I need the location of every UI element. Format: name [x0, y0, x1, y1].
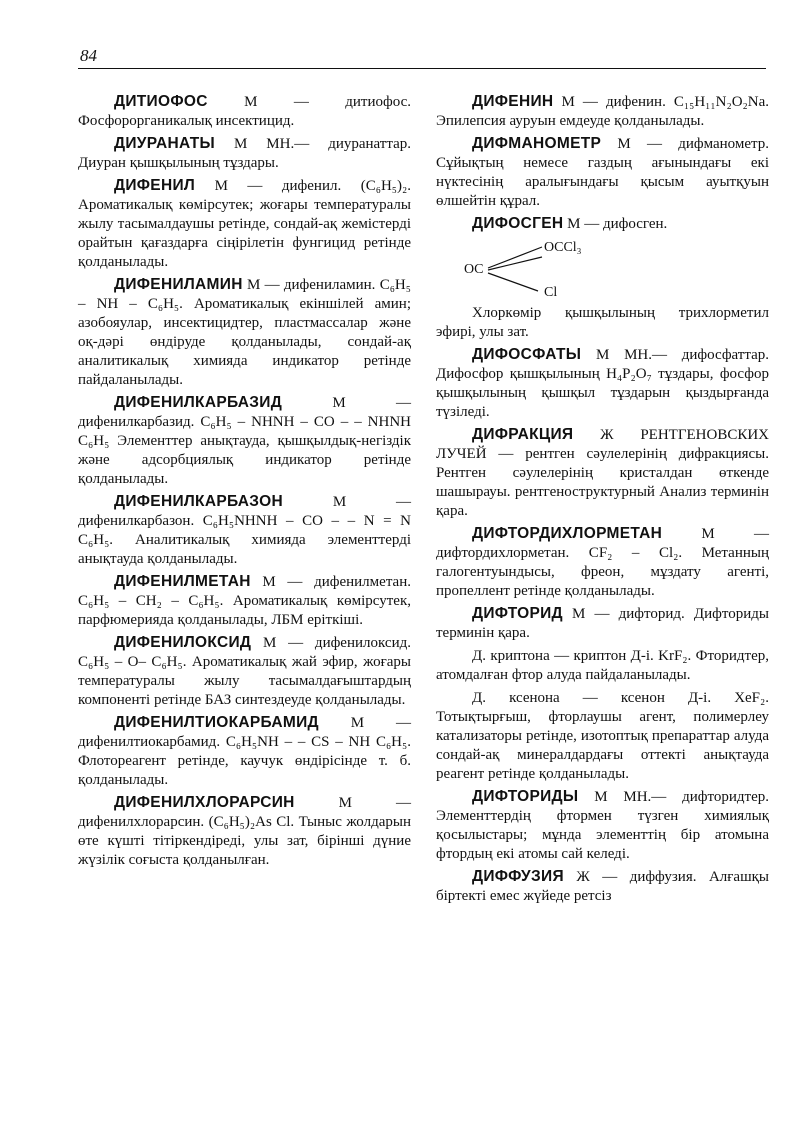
entry-headword: ДИФЕНИЛ	[114, 177, 196, 194]
entry-definition: М — дифенилхлорарсин. (C₆H₅)₂As Cl. Тыныс жолдарын өте күшті тітіркендіреді, улы зат, бірінші дүние жүзілік соғыста қолданылған.	[78, 795, 411, 868]
entry-definition: М — дифенилметан. C₆H₅ – CH₂ – C₆H₅. Ароматикалық көмірсутек, парфюмерияда қолданылады, ЛБМ еріткіші.	[78, 574, 411, 628]
dictionary-entry	[436, 134, 769, 211]
formula-group-top: OCCl₃	[544, 240, 582, 255]
bond-line-top	[488, 247, 542, 268]
formula-group-bottom: Cl	[544, 285, 558, 300]
dictionary-entry	[78, 393, 411, 489]
entry-definition: Д. криптона — криптон Д-і. KrF₂. Фторидтер, атомдалған фтор алуда пайдаланылады.	[436, 648, 769, 683]
page-number: 84	[80, 46, 97, 65]
header-rule	[78, 68, 766, 69]
dictionary-entry	[436, 214, 769, 234]
formula-left: OC	[464, 262, 484, 277]
entry-headword: ДИФЕНИЛОКСИД	[114, 634, 252, 651]
entry-definition: М — дифторид. Дифториды терминін қара.	[436, 606, 769, 641]
dictionary-entry	[78, 713, 411, 790]
entry-definition: М МН.— дифторидтер. Элементтердің фтормен түзген химиялық қосылыстары; мұнда элементтің бір атомына фтордың екі атомы сай келеді.	[436, 789, 769, 862]
dictionary-entry	[78, 92, 411, 131]
dictionary-entry	[78, 793, 411, 870]
entry-headword: ДИТИОФОС	[114, 93, 208, 110]
entry-definition: М — дифосген.	[567, 216, 668, 232]
entry-headword: ДИФЕНИЛКАРБАЗИД	[114, 394, 283, 411]
dictionary-entry	[78, 633, 411, 710]
entry-headword: ДИФОСФАТЫ	[472, 346, 582, 363]
dictionary-entry	[78, 275, 411, 390]
entry-definition: М — дифенилоксид. C₆H₅ – O– C₆H₅. Ароматикалық жай эфир, жоғары температуралы жылу тасымалдағыштардың компоненті ретінде БАЗ синтездеуде қолданылады.	[78, 635, 411, 708]
dictionary-entry	[78, 176, 411, 272]
diphosgene-structure-diagram	[464, 237, 684, 301]
entry-headword: ДИФРАКЦИЯ	[472, 426, 574, 443]
entry-headword: ДИУРАНАТЫ	[114, 135, 215, 152]
entry-definition: М — дифенилкарбазид. C₆H₅ – NHNH – CO – – NHNH C₆H₅ Элементтер анықтауда, қышқылдық-негіздік және адсорбциялық индикатор ретінде қолданылады.	[78, 395, 411, 487]
dictionary-entry	[78, 492, 411, 569]
entry-headword: ДИФМАНОМЕТР	[472, 135, 602, 152]
dictionary-entry	[436, 688, 769, 784]
entry-headword: ДИФЕНИЛХЛОРАРСИН	[114, 794, 295, 811]
entry-definition: М — дифенин. C₁₅H₁₁N₂O₂Na. Эпилепсия ауруын емдеуде қолданылады.	[436, 94, 770, 129]
dictionary-entry	[436, 92, 769, 131]
entry-definition: Д. ксенона — ксенон Д-і. XeF₂. Тотықтырғыш, фторлаушы агент, полимерлеу катализаторы ретінде, изотоптық препараттар алуда сондай-ақ минералдардағы оттекті анықтауда реагент ретінде қолданылады.	[436, 690, 769, 782]
entry-headword: ДИФЕНИЛКАРБАЗОН	[114, 493, 283, 510]
entry-definition: Хлоркөмір қышқылының трихлорметил эфирі, улы зат.	[436, 305, 769, 340]
dictionary-entry	[436, 425, 769, 521]
entry-headword: ДИФЕНИЛАМИН	[114, 276, 243, 293]
entry-definition: Ж РЕНТГЕНОВСКИХ ЛУЧЕЙ — рентген сәулелерінің дифракциясы. Рентген сәулелерінің кристалдан өткенде шашырауы. рентгеноструктурный Анализ терминін қара.	[436, 427, 770, 519]
entry-definition: М — дифтордихлорметан. CF₂ – Cl₂. Метанның галогентуындысы, фреон, мұздату агенті, пропеллент ретінде қолданылады.	[436, 526, 770, 599]
dictionary-entry	[436, 867, 769, 906]
entry-definition: М МН.— дифосфаттар. Дифосфор қышқылының H₄P₂O₇ тұздары, фосфор қышқылының қышқыл тұздарын қыздырғанда түзіледі.	[436, 347, 770, 420]
entry-headword: ДИФЕНИЛМЕТАН	[114, 573, 251, 590]
entry-headword: ДИФОСГЕН	[472, 215, 564, 232]
entry-headword: ДИФЕНИН	[472, 93, 554, 110]
dictionary-entry	[436, 524, 769, 601]
entry-headword: ДИФТОРИД	[472, 605, 563, 622]
dictionary-entry	[78, 572, 411, 630]
entry-definition: М — дифениламин. C₆H₅ – NH – C₆H₅. Ароматикалық екіншілей амин; азобояулар, инсектицидтер, пластмассалар және оқ-дәрі өндіруде қолданылады, сондай-ақ аналитикалық химияда индикатор ретінде пайдаланылады.	[78, 277, 411, 388]
dictionary-entry	[436, 646, 769, 685]
dictionary-entry	[436, 604, 769, 643]
right-column	[436, 92, 769, 909]
entry-definition: Ж — диффузия. Алғашқы біртекті емес жүйеде ретсіз	[436, 869, 769, 904]
dictionary-entry	[78, 134, 411, 173]
left-column	[78, 92, 411, 873]
entry-definition: М — дитиофос. Фосфорорганикалық инсектицид.	[78, 94, 411, 129]
entry-headword: ДИФТОРДИХЛОРМЕТАН	[472, 525, 663, 542]
bond-line-middle	[488, 257, 542, 270]
entry-definition: М — дифманометр. Сұйықтың немесе газдың ағынындағы екі нүктесінің аралығындағы қысым ауытқуын өлшейтін құрал.	[436, 136, 769, 209]
dictionary-entry	[436, 303, 769, 342]
entry-definition: М МН.— диуранаттар. Диуран қышқылының тұздары.	[78, 136, 412, 171]
entry-headword: ДИФЕНИЛТИОКАРБАМИД	[114, 714, 319, 731]
entry-definition: М — дифенил. (C₆H₅)₂. Ароматикалық көмірсутек; жоғары температуралы жылу тасымалдаушы ретінде, сондай-ақ жемістерді орайтын қағаздарға сіңірілетін фунгицид ретінде қолданылады.	[78, 178, 411, 270]
entry-headword: ДИФТОРИДЫ	[472, 788, 579, 805]
bond-line-bottom	[488, 273, 538, 291]
dictionary-entry	[436, 787, 769, 864]
entry-definition: М — дифенилкарбазон. C₆H₅NHNH – CO – – N = N C₆H₅. Аналитикалық химияда элементтерді анықтауда қолданылады.	[78, 494, 412, 567]
entry-definition: М — дифенилтиокарбамид. C₆H₅NH – – CS – NH C₆H₅. Флотореагент ретінде, каучук өндірісінде т. б. қолданылады.	[78, 715, 412, 788]
entry-headword: ДИФФУЗИЯ	[472, 868, 564, 885]
dictionary-entry	[436, 345, 769, 422]
